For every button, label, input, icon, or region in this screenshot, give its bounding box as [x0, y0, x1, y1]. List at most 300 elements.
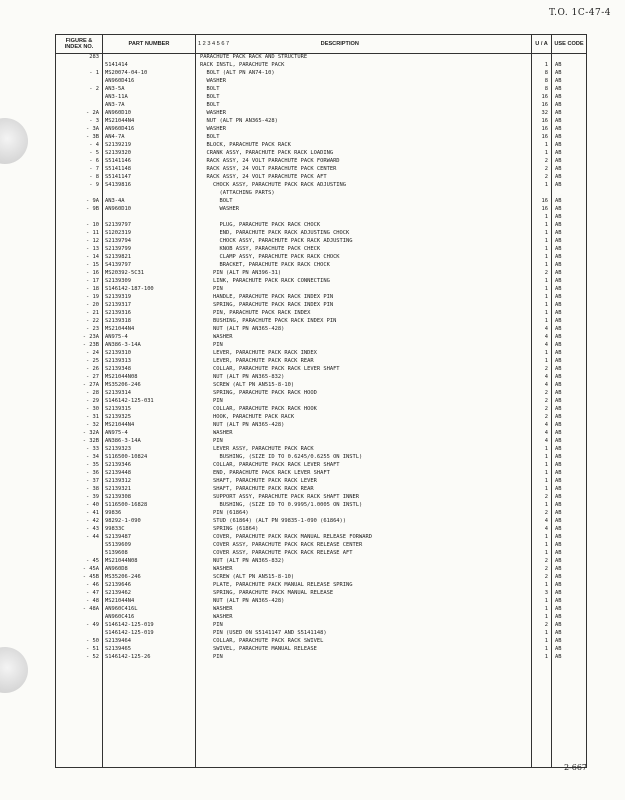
description-cell: LINK, PARACHUTE PACK RACK CONNECTING: [196, 278, 532, 286]
table-row: [56, 742, 587, 750]
units-cell: 2: [532, 510, 552, 518]
table-row: [56, 686, 587, 694]
figure-index-cell: - 27A: [56, 382, 103, 390]
units-cell: 16: [532, 118, 552, 126]
table-row: [56, 190, 587, 198]
figure-index-cell: - 7: [56, 166, 103, 174]
use-code-cell: AB: [552, 654, 587, 662]
use-code-cell: [552, 710, 587, 718]
figure-index-cell: - 27: [56, 374, 103, 382]
figure-index-cell: - 32B: [56, 438, 103, 446]
use-code-cell: AB: [552, 150, 587, 158]
description-cell: LEVER ASSY, PARACHUTE PACK RACK: [196, 446, 532, 454]
table-row: [56, 110, 587, 118]
figure-index-cell: [56, 94, 103, 102]
description-cell: [196, 718, 532, 726]
description-cell: CHOCK ASSY, PARACHUTE PACK RACK ADJUSTING: [196, 238, 532, 246]
units-cell: 1: [532, 646, 552, 654]
units-cell: [532, 54, 552, 63]
use-code-cell: AB: [552, 534, 587, 542]
part-number-cell: S2139794: [103, 238, 196, 246]
use-code-cell: AB: [552, 350, 587, 358]
units-cell: 1: [532, 150, 552, 158]
binder-hole-top: [0, 118, 28, 164]
table-row: [56, 94, 587, 102]
part-number-cell: S2139318: [103, 318, 196, 326]
part-number-cell: MS21044N4: [103, 118, 196, 126]
table-row: [56, 550, 587, 558]
units-cell: 1: [532, 486, 552, 494]
description-cell: [196, 758, 532, 767]
description-cell: SHAFT, PARACHUTE PACK RACK REAR: [196, 486, 532, 494]
table-row: [56, 598, 587, 606]
use-code-cell: AB: [552, 630, 587, 638]
figure-index-cell: [56, 662, 103, 670]
part-number-cell: S2139346: [103, 462, 196, 470]
figure-index-cell: - 9B: [56, 206, 103, 214]
table-row: [56, 710, 587, 718]
units-cell: 16: [532, 206, 552, 214]
table-row: [56, 470, 587, 478]
description-cell: RACK ASSY, 24 VOLT PARACHUTE PACK FORWARD: [196, 158, 532, 166]
table-row: [56, 262, 587, 270]
description-cell: [196, 710, 532, 718]
table-row: [56, 278, 587, 286]
description-cell: PIN (ALT PN AN396-31): [196, 270, 532, 278]
part-number-cell: S2139308: [103, 494, 196, 502]
description-cell: PIN: [196, 438, 532, 446]
figure-index-cell: - 1: [56, 70, 103, 78]
part-number-cell: S2139314: [103, 390, 196, 398]
figure-index-cell: - 9: [56, 182, 103, 190]
figure-index-cell: - 6: [56, 158, 103, 166]
use-code-cell: AB: [552, 446, 587, 454]
part-number-cell: MS21044N4: [103, 326, 196, 334]
table-row: [56, 670, 587, 678]
table-row: [56, 390, 587, 398]
part-number-cell: S2139799: [103, 246, 196, 254]
use-code-cell: AB: [552, 222, 587, 230]
units-cell: 2: [532, 406, 552, 414]
use-code-cell: AB: [552, 406, 587, 414]
figure-index-cell: - 21: [56, 310, 103, 318]
description-label: DESCRIPTION: [320, 40, 359, 47]
description-cell: [196, 694, 532, 702]
figure-index-cell: [56, 702, 103, 710]
use-code-cell: AB: [552, 646, 587, 654]
units-cell: 2: [532, 398, 552, 406]
figure-index-cell: - 11: [56, 230, 103, 238]
use-code-cell: AB: [552, 326, 587, 334]
figure-index-cell: 283: [56, 54, 103, 63]
table-header-row: [56, 35, 587, 54]
figure-index-cell: [56, 78, 103, 86]
units-cell: 1: [532, 454, 552, 462]
description-cell: CLAMP ASSY, PARACHUTE PACK RACK CHOCK: [196, 254, 532, 262]
use-code-cell: AB: [552, 70, 587, 78]
description-cell: COLLAR, PARACHUTE PACK RACK HOOK: [196, 406, 532, 414]
description-cell: SPRING, PARACHUTE PACK MANUAL RELEASE: [196, 590, 532, 598]
figure-index-cell: [56, 734, 103, 742]
parts-list-body: [56, 54, 587, 768]
units-cell: 1: [532, 238, 552, 246]
part-number-cell: [103, 758, 196, 767]
description-cell: [196, 662, 532, 670]
units-cell: [532, 678, 552, 686]
table-row: [56, 134, 587, 142]
figure-index-cell: - 32: [56, 422, 103, 430]
description-cell: KNOB ASSY, PARACHUTE PACK CHECK: [196, 246, 532, 254]
table-row: [56, 702, 587, 710]
figure-index-cell: [56, 678, 103, 686]
units-cell: 1: [532, 534, 552, 542]
units-cell: 1: [532, 222, 552, 230]
description-cell: PIN: [196, 654, 532, 662]
figure-index-cell: [56, 214, 103, 222]
figure-index-cell: [56, 542, 103, 550]
units-cell: 1: [532, 214, 552, 222]
part-number-cell: S5141148: [103, 166, 196, 174]
units-cell: 1: [532, 358, 552, 366]
units-cell: 1: [532, 582, 552, 590]
part-number-cell: AN960D8: [103, 566, 196, 574]
technical-order-number: T.O. 1C-47-4: [549, 8, 611, 18]
description-cell: LEVER, PARACHUTE PACK RACK REAR: [196, 358, 532, 366]
table-row: [56, 430, 587, 438]
part-number-cell: MS21044N08: [103, 374, 196, 382]
use-code-cell: AB: [552, 230, 587, 238]
use-code-cell: AB: [552, 62, 587, 70]
figure-index-cell: - 30: [56, 406, 103, 414]
description-cell: WASHER: [196, 110, 532, 118]
units-cell: 2: [532, 366, 552, 374]
description-cell: PIN (61864): [196, 510, 532, 518]
description-cell: STUD (61864) (ALT PN 99835-1-090 (61864)): [196, 518, 532, 526]
table-row: [56, 590, 587, 598]
use-code-cell: AB: [552, 214, 587, 222]
part-number-cell: S4139816: [103, 182, 196, 190]
figure-index-cell: [56, 726, 103, 734]
page-number: 2-667: [563, 763, 587, 772]
figure-index-cell: [56, 710, 103, 718]
table-row: [56, 502, 587, 510]
units-cell: 1: [532, 550, 552, 558]
use-code-cell: AB: [552, 206, 587, 214]
description-cell: WASHER: [196, 126, 532, 134]
part-number-cell: S2139323: [103, 446, 196, 454]
description-cell: WASHER: [196, 206, 532, 214]
units-cell: 4: [532, 342, 552, 350]
table-row: [56, 718, 587, 726]
table-row: [56, 574, 587, 582]
part-number-cell: S146142-187-100: [103, 286, 196, 294]
table-row: [56, 86, 587, 94]
table-row: [56, 414, 587, 422]
description-cell: PARACHUTE PACK RACK AND STRUCTURE: [196, 54, 532, 63]
units-cell: 1: [532, 294, 552, 302]
part-number-cell: MS35206-246: [103, 574, 196, 582]
figure-index-cell: - 32A: [56, 430, 103, 438]
part-number-cell: S2139309: [103, 278, 196, 286]
use-code-cell: AB: [552, 478, 587, 486]
indent-scale: 1 2 3 4 5 6 7: [198, 40, 230, 47]
use-code-cell: [552, 686, 587, 694]
table-row: [56, 150, 587, 158]
description-cell: RACK ASSY, 24 VOLT PARACHUTE PACK AFT: [196, 174, 532, 182]
part-number-cell: MS35206-246: [103, 382, 196, 390]
figure-index-cell: - 10: [56, 222, 103, 230]
description-cell: [196, 726, 532, 734]
units-cell: 1: [532, 502, 552, 510]
use-code-cell: AB: [552, 414, 587, 422]
part-number-cell: AN960C416: [103, 614, 196, 622]
figure-index-cell: [56, 550, 103, 558]
figure-index-cell: - 49: [56, 622, 103, 630]
use-code-cell: AB: [552, 470, 587, 478]
table-row: [56, 342, 587, 350]
part-number-cell: S146142-125-019: [103, 630, 196, 638]
part-number-cell: S2139317: [103, 302, 196, 310]
table-row: [56, 286, 587, 294]
figure-index-cell: - 44: [56, 534, 103, 542]
description-cell: BUSHING, (SIZE ID TO 0.9995/1.0005 ON INSTL): [196, 502, 532, 510]
part-number-cell: AN960D416: [103, 78, 196, 86]
table-row: [56, 174, 587, 182]
use-code-cell: AB: [552, 454, 587, 462]
use-code-cell: AB: [552, 182, 587, 190]
use-code-cell: AB: [552, 550, 587, 558]
use-code-cell: AB: [552, 342, 587, 350]
use-code-cell: AB: [552, 390, 587, 398]
part-number-cell: AN3-4A: [103, 198, 196, 206]
units-cell: [532, 670, 552, 678]
use-code-cell: AB: [552, 462, 587, 470]
description-cell: END, PARACHUTE PACK RACK ADJUSTING CHOCK: [196, 230, 532, 238]
use-code-cell: AB: [552, 94, 587, 102]
units-cell: [532, 718, 552, 726]
table-row: [56, 246, 587, 254]
table-row: [56, 518, 587, 526]
table-row: [56, 606, 587, 614]
description-cell: WASHER: [196, 606, 532, 614]
description-cell: BOLT: [196, 94, 532, 102]
description-cell: WASHER: [196, 78, 532, 86]
description-cell: PIN: [196, 286, 532, 294]
description-cell: SCREW (ALT PN AN515-8-10): [196, 382, 532, 390]
figure-index-cell: [56, 742, 103, 750]
figure-index-cell: - 29: [56, 398, 103, 406]
part-number-cell: MS21044N4: [103, 598, 196, 606]
figure-index-cell: - 51: [56, 646, 103, 654]
description-cell: SPRING, PARACHUTE PACK RACK HOOD: [196, 390, 532, 398]
units-cell: 1: [532, 638, 552, 646]
part-number-cell: 5141414: [103, 62, 196, 70]
use-code-cell: AB: [552, 254, 587, 262]
table-row: [56, 126, 587, 134]
part-number-cell: MS21044N4: [103, 422, 196, 430]
units-cell: 16: [532, 198, 552, 206]
units-cell: 2: [532, 622, 552, 630]
units-cell: 8: [532, 70, 552, 78]
description-cell: RACK ASSY, 24 VOLT PARACHUTE PACK CENTER: [196, 166, 532, 174]
figure-index-cell: - 20: [56, 302, 103, 310]
table-row: [56, 238, 587, 246]
use-code-cell: AB: [552, 294, 587, 302]
description-cell: [196, 742, 532, 750]
part-number-cell: S2139315: [103, 406, 196, 414]
figure-index-cell: - 45B: [56, 574, 103, 582]
table-row: [56, 726, 587, 734]
units-cell: [532, 702, 552, 710]
figure-index-cell: [56, 630, 103, 638]
figure-index-cell: [56, 670, 103, 678]
figure-index-cell: - 45: [56, 558, 103, 566]
units-cell: 1: [532, 654, 552, 662]
part-number-cell: S2139316: [103, 310, 196, 318]
units-cell: [532, 734, 552, 742]
description-cell: [196, 702, 532, 710]
use-code-cell: AB: [552, 486, 587, 494]
figure-index-cell: - 9A: [56, 198, 103, 206]
use-code-cell: [552, 54, 587, 63]
units-cell: 1: [532, 598, 552, 606]
table-row: [56, 198, 587, 206]
table-row: [56, 630, 587, 638]
part-number-cell: [103, 678, 196, 686]
table-row: [56, 438, 587, 446]
use-code-cell: AB: [552, 302, 587, 310]
use-code-cell: [552, 742, 587, 750]
figure-index-cell: - 48A: [56, 606, 103, 614]
part-number-cell: AN960D10: [103, 110, 196, 118]
part-number-cell: S2139320: [103, 150, 196, 158]
figure-index-cell: - 45A: [56, 566, 103, 574]
units-cell: 32: [532, 110, 552, 118]
figure-index-cell: - 33: [56, 446, 103, 454]
table-row: [56, 142, 587, 150]
use-code-cell: AB: [552, 118, 587, 126]
units-cell: 2: [532, 494, 552, 502]
table-row: [56, 350, 587, 358]
units-cell: 1: [532, 614, 552, 622]
part-number-cell: S2139219: [103, 142, 196, 150]
table-row: [56, 230, 587, 238]
description-cell: SPRING, PARACHUTE PACK RACK INDEX PIN: [196, 302, 532, 310]
description-cell: SCREW (ALT PN AN515-8-10): [196, 574, 532, 582]
units-cell: 1: [532, 302, 552, 310]
use-code-cell: AB: [552, 494, 587, 502]
description-cell: NUT (ALT PN AN365-832): [196, 558, 532, 566]
table-row: [56, 214, 587, 222]
description-cell: SPRING (61864): [196, 526, 532, 534]
table-row: [56, 510, 587, 518]
description-cell: HOOK, PARACHUTE PACK RACK: [196, 414, 532, 422]
part-number-cell: S2139487: [103, 534, 196, 542]
figure-index-cell: - 23B: [56, 342, 103, 350]
table-row: [56, 534, 587, 542]
units-cell: [532, 694, 552, 702]
use-code-cell: AB: [552, 542, 587, 550]
figure-index-cell: - 4: [56, 142, 103, 150]
figure-index-cell: - 36: [56, 470, 103, 478]
table-row: [56, 318, 587, 326]
units-cell: 2: [532, 390, 552, 398]
units-cell: [532, 686, 552, 694]
part-number-cell: [103, 702, 196, 710]
part-number-cell: AN3-5A: [103, 86, 196, 94]
part-number-cell: S146142-125-031: [103, 398, 196, 406]
part-number-cell: AN975-4: [103, 430, 196, 438]
figure-index-cell: - 19: [56, 294, 103, 302]
use-code-cell: AB: [552, 518, 587, 526]
description-cell: WASHER: [196, 430, 532, 438]
table-row: [56, 166, 587, 174]
units-cell: 2: [532, 558, 552, 566]
use-code-cell: AB: [552, 582, 587, 590]
units-cell: 1: [532, 62, 552, 70]
part-number-cell: [103, 686, 196, 694]
figure-index-cell: [56, 190, 103, 198]
table-row: [56, 654, 587, 662]
description-cell: WASHER: [196, 566, 532, 574]
column-header-description: [196, 35, 532, 54]
description-cell: CRANK ASSY, PARACHUTE PACK RACK LOADING: [196, 150, 532, 158]
use-code-cell: AB: [552, 374, 587, 382]
table-row: [56, 70, 587, 78]
figure-index-cell: - 14: [56, 254, 103, 262]
description-cell: BUSHING, PARACHUTE PACK RACK INDEX PIN: [196, 318, 532, 326]
use-code-cell: AB: [552, 526, 587, 534]
figure-index-cell: - 46: [56, 582, 103, 590]
figure-index-cell: - 31: [56, 414, 103, 422]
use-code-cell: [552, 678, 587, 686]
part-number-cell: S2139646: [103, 582, 196, 590]
figure-index-cell: - 23A: [56, 334, 103, 342]
use-code-cell: AB: [552, 638, 587, 646]
description-cell: BOLT: [196, 198, 532, 206]
table-row: [56, 78, 587, 86]
description-cell: PLUG, PARACHUTE PACK RACK CHOCK: [196, 222, 532, 230]
units-cell: 4: [532, 334, 552, 342]
figure-index-cell: - 48: [56, 598, 103, 606]
part-number-cell: MS20392-5C31: [103, 270, 196, 278]
units-cell: 16: [532, 94, 552, 102]
part-number-cell: AN386-3-14A: [103, 342, 196, 350]
table-row: [56, 366, 587, 374]
table-row: [56, 326, 587, 334]
description-cell: BRACKET, PARACHUTE PACK RACK CHOCK: [196, 262, 532, 270]
table-row: [56, 398, 587, 406]
description-cell: SUPPORT ASSY, PARACHUTE PACK RACK SHAFT INNER: [196, 494, 532, 502]
units-cell: 1: [532, 230, 552, 238]
description-cell: CHOCK ASSY, PARACHUTE PACK RACK ADJUSTING: [196, 182, 532, 190]
part-number-cell: AN960D10: [103, 206, 196, 214]
table-row: [56, 478, 587, 486]
table-row: [56, 158, 587, 166]
part-number-cell: S2139448: [103, 470, 196, 478]
part-number-cell: MS20074-04-10: [103, 70, 196, 78]
use-code-cell: AB: [552, 270, 587, 278]
description-cell: SWIVEL, PARACHUTE MANUAL RELEASE: [196, 646, 532, 654]
description-cell: LEVER, PARACHUTE PACK RACK INDEX: [196, 350, 532, 358]
description-cell: BOLT: [196, 86, 532, 94]
use-code-cell: AB: [552, 238, 587, 246]
use-code-cell: AB: [552, 606, 587, 614]
figure-index-cell: [56, 686, 103, 694]
part-number-cell: AN4-7A: [103, 134, 196, 142]
description-cell: COVER ASSY, PARACHUTE PACK RACK RELEASE AFT: [196, 550, 532, 558]
figure-index-cell: - 12: [56, 238, 103, 246]
